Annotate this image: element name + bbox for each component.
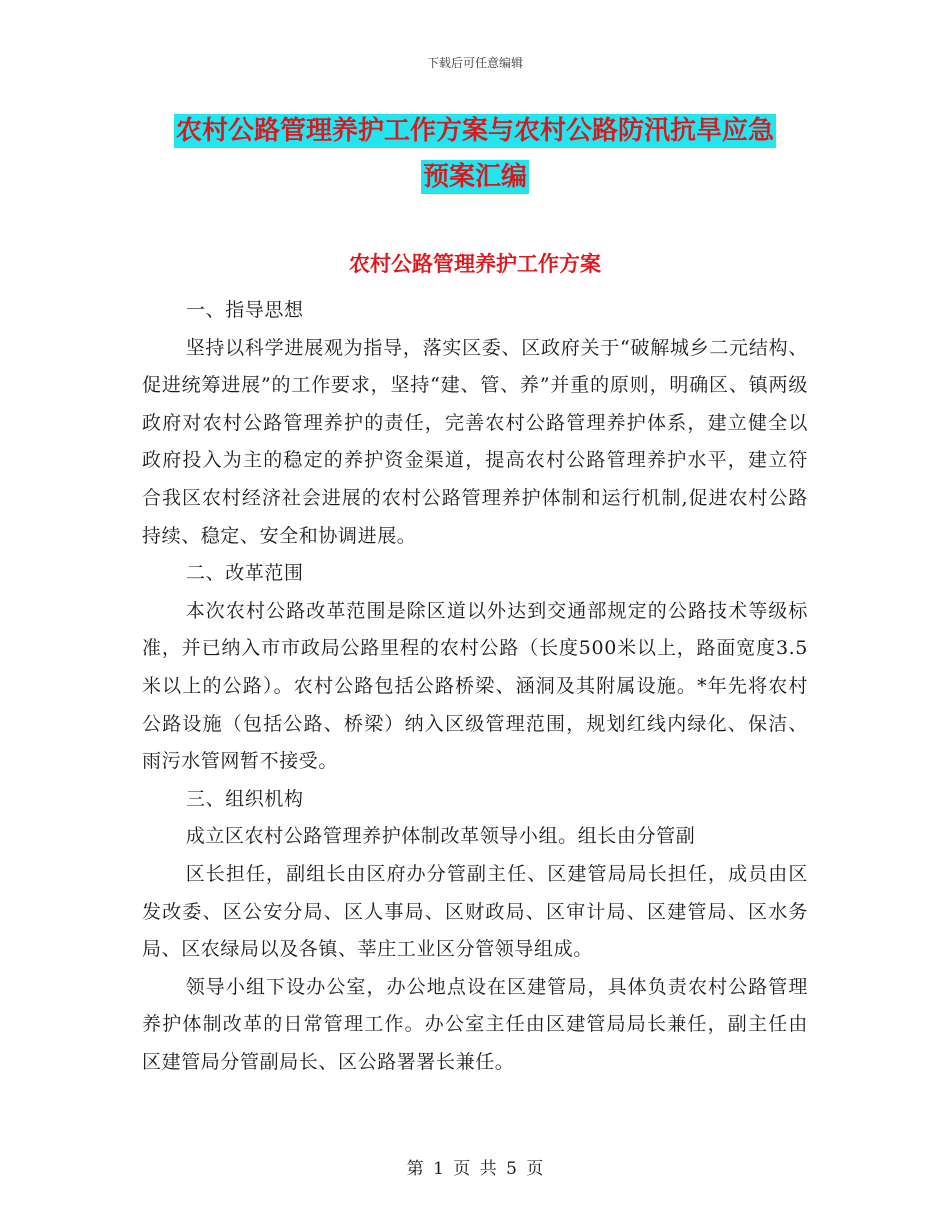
- paragraph-reform-scope: 本次农村公路改革范围是除区道以外达到交通部规定的公路技术等级标准，并已纳入市市政局公路里程的农村公路（长度500米以上，路面宽度3.5米以上的公路）。农村公路包括公路桥梁、涵洞及其附属设施。*年先将农村公路设施（包括公路、桥梁）纳入区级管理范围，规划红线内绿化、保洁、雨污水管网暂不接受。: [142, 599, 808, 773]
- page-number: 第 1 页 共 5 页: [406, 1159, 544, 1179]
- heading-reform-scope: 二、改革范围: [186, 562, 304, 585]
- paragraph-office: 领导小组下设办公室，办公地点设在区建管局，具体负责农村公路管理养护体制改革的日常管理工作。办公室主任由区建管局局长兼任，副主任由区建管局分管副局长、区公路署署长兼任。: [142, 975, 808, 1073]
- page-header-note: 下载后可任意编辑: [426, 56, 523, 70]
- section-title: 农村公路管理养护工作方案: [349, 252, 601, 276]
- paragraph-guiding-ideology: 坚持以科学进展观为指导，落实区委、区政府关于“破解城乡二元结构、促进统筹进展”的工作要求，坚持“建、管、养”并重的原则，明确区、镇两级政府对农村公路管理养护的责任，完善农村公路管理养护体系，建立健全以政府投入为主的稳定的养护资金渠道，提高农村公路管理养护水平，建立符合我区农村经济社会进展的农村公路管理养护体制和运行机制,促进农村公路持续、稳定、安全和协调进展。: [142, 336, 808, 547]
- heading-guiding-ideology: 一、指导思想: [186, 299, 304, 321]
- document-title-line-2: 预案汇编: [422, 162, 527, 192]
- paragraph-organization-members: 区长担任，副组长由区府办分管副主任、区建管局局长担任，成员由区发改委、区公安分局、区人事局、区财政局、区审计局、区建管局、区水务局、区农绿局以及各镇、莘庄工业区分管领导组成。: [142, 862, 808, 961]
- heading-organization: 三、组织机构: [186, 787, 304, 810]
- document-title-line-1: 农村公路管理养护工作方案与农村公路防汛抗旱应急: [175, 116, 774, 146]
- paragraph-organization-line-1: 成立区农村公路管理养护体制改革领导小组。组长由分管副: [185, 825, 696, 848]
- document-title: [150, 108, 800, 200]
- document-body: [142, 292, 808, 1081]
